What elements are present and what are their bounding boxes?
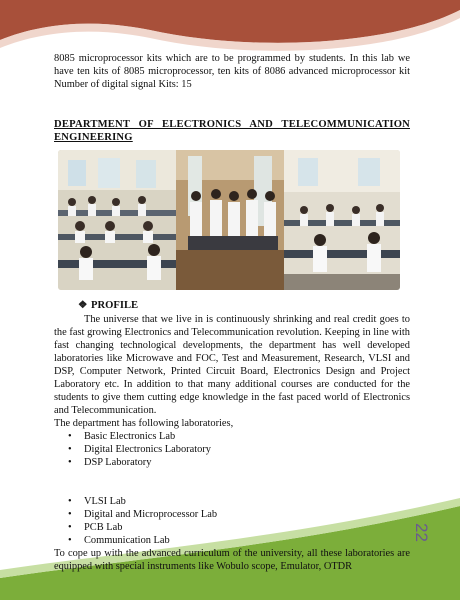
department-heading: DEPARTMENT OF ELECTRONICS AND TELECOMMUNICATION ENGINEERING [54, 119, 410, 143]
labs-intro: The department has following laboratories, [54, 418, 234, 429]
page-number: 22 [412, 522, 431, 542]
intro-paragraph: 8085 microprocessor kits which are to be programmed by students. In this lab we have ten kits of 8085 microprocessor, ten kits of 8086 advanced microprocessor kit Number of digital signal Kits: 15 [54, 53, 410, 90]
list-spacer [54, 469, 410, 495]
list-item: • DSP Laboratory [68, 456, 410, 469]
list-item: • Communication Lab [68, 534, 410, 547]
profile-heading [78, 299, 410, 312]
list-item: • Basic Electronics Lab [68, 430, 410, 443]
profile-paragraph: The universe that we live in is continuously shrinking and real credit goes to the fast growing Electronics and Telecommunication revolution. Keeping in line with fast changing technological developments, the department has well developed laboratories like Microwave and FOC, Test and Measurement, Research, VLSI and DSP, Computer Network, Printed Circuit Board, Electronics Design and Project Laboratory etc. In addition to that many additional courses are conducted for the students to give them cutting edge knowledge in the fast paced world of Electronics and Telecommunication. [54, 314, 410, 416]
lab-photo-left [58, 150, 176, 290]
lab-photo-right [284, 150, 400, 290]
list-item: • Digital Electronics Laboratory [68, 443, 410, 456]
list-item: • Digital and Microprocessor Lab [68, 508, 410, 521]
labs-list-2 [68, 495, 410, 547]
lab-photo-middle [176, 150, 284, 290]
diamond-bullet-icon: ❖ [78, 300, 88, 311]
lab-photo-collage [58, 150, 400, 290]
list-item: • VLSI Lab [68, 495, 410, 508]
outro-paragraph: To cope up with the advanced curriculum of the university, all these laboratories are equipped with special instruments like Wobulo scope, Emulator, OTDR [54, 548, 410, 572]
page-content [54, 52, 410, 573]
labs-list-1 [68, 430, 410, 469]
profile-heading-text: PROFILE [91, 300, 139, 311]
list-item: • PCB Lab [68, 521, 410, 534]
